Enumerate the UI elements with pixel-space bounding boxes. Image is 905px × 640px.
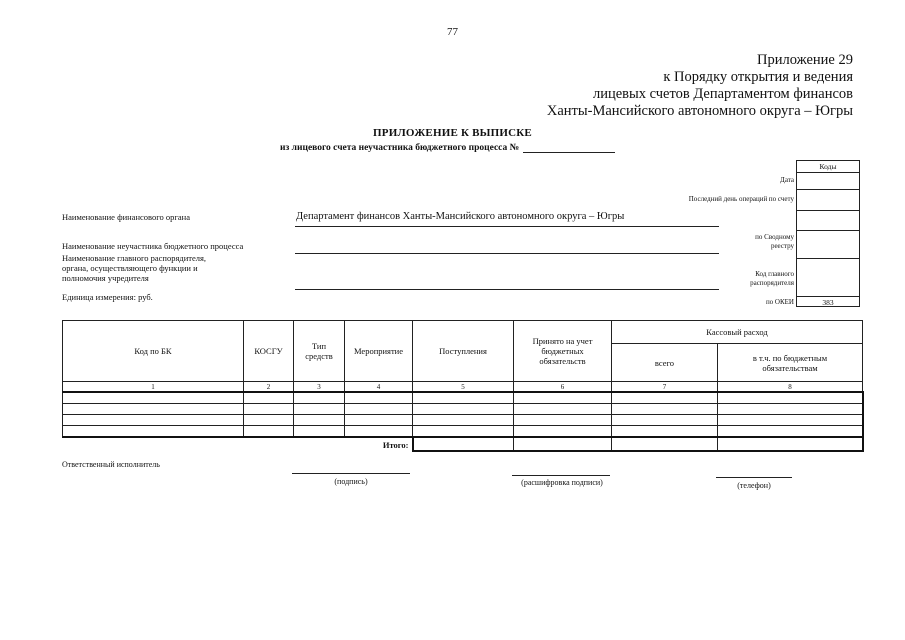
header-cash: Кассовый расход: [612, 321, 863, 344]
appendix-line-4: Ханты-Мансийского автономного округа – Югры: [546, 103, 853, 119]
header-kosgu: КОСГУ: [244, 321, 294, 382]
table-cell[interactable]: [294, 404, 345, 415]
table-cell[interactable]: [718, 426, 863, 438]
col-number: 4: [345, 382, 413, 393]
table-cell[interactable]: [718, 404, 863, 415]
account-number-field[interactable]: [523, 142, 615, 153]
table-cell[interactable]: [413, 392, 514, 404]
registry-label-line-2: реестру: [770, 242, 794, 250]
header-incl: [718, 344, 863, 382]
col-number: 8: [718, 382, 863, 393]
total-label: Итого:: [63, 437, 413, 451]
header-event: Мероприятие: [345, 321, 413, 382]
header-funds-type-line-2: средств: [305, 351, 333, 361]
col-number: 6: [514, 382, 612, 393]
appendix-line-2: к Порядку открытия и ведения: [663, 69, 853, 85]
table-row: [63, 426, 863, 438]
table-cell[interactable]: [514, 415, 612, 426]
col-number: 7: [612, 382, 718, 393]
fin-org-value: Департамент финансов Ханты-Мансийского автономного округа – Югры: [296, 211, 625, 222]
signature-line[interactable]: [292, 473, 410, 474]
codes-divider: [797, 296, 859, 297]
participant-label: Наименование неучастника бюджетного процесса: [62, 241, 244, 251]
codes-box: [796, 160, 860, 307]
col-number: 2: [244, 382, 294, 393]
header-accepted-line-2: бюджетных: [541, 346, 584, 356]
codes-divider: [797, 189, 859, 190]
head-label: [62, 253, 206, 283]
registry-label: [755, 233, 794, 251]
total-cell[interactable]: [612, 437, 718, 451]
head-label-line-3: полномочия учредителя: [62, 273, 149, 283]
table-row: [63, 392, 863, 404]
table-cell[interactable]: [244, 392, 294, 404]
table-cell[interactable]: [63, 404, 244, 415]
table-row: [63, 415, 863, 426]
executor-label: Ответственный исполнитель: [62, 460, 160, 469]
page-number: 77: [447, 26, 458, 38]
last-day-label: Последний день операций по счету: [688, 195, 794, 203]
table-cell[interactable]: [514, 426, 612, 438]
col-number: 3: [294, 382, 345, 393]
table-cell[interactable]: [345, 404, 413, 415]
header-bk: Код по БК: [63, 321, 244, 382]
table-cell[interactable]: [244, 415, 294, 426]
table-cell[interactable]: [345, 415, 413, 426]
fin-org-label: Наименование финансового органа: [62, 212, 190, 222]
codes-divider: [797, 230, 859, 231]
codes-divider: [797, 258, 859, 259]
col-number: 5: [413, 382, 514, 393]
subtitle-text: из лицевого счета неучастника бюджетного процесса №: [280, 143, 520, 153]
table-cell[interactable]: [612, 392, 718, 404]
head-code-label: [750, 270, 794, 288]
signature-caption: (подпись): [334, 477, 368, 486]
total-cell[interactable]: [718, 437, 863, 451]
okei-value: 383: [822, 298, 834, 307]
table-cell[interactable]: [244, 404, 294, 415]
phone-line[interactable]: [716, 477, 792, 478]
head-code-label-line-2: распорядителя: [750, 279, 794, 287]
header-accepted: [514, 321, 612, 382]
total-cell[interactable]: [514, 437, 612, 451]
table-cell[interactable]: [514, 392, 612, 404]
table-cell[interactable]: [413, 404, 514, 415]
appendix-line-3: лицевых счетов Департаментом финансов: [592, 86, 853, 102]
head-label-line-1: Наименование главного распорядителя,: [62, 253, 207, 263]
appendix-block: [547, 52, 853, 120]
header-incl-line-2: обязательствам: [762, 362, 818, 373]
table-cell[interactable]: [63, 415, 244, 426]
codes-divider: [797, 210, 859, 211]
table-cell[interactable]: [413, 426, 514, 438]
table-cell[interactable]: [612, 415, 718, 426]
document-title: ПРИЛОЖЕНИЕ К ВЫПИСКЕ: [373, 127, 532, 139]
decoding-caption: (расшифровка подписи): [521, 478, 603, 487]
table-cell[interactable]: [612, 404, 718, 415]
header-funds-type: [294, 321, 345, 382]
table-cell[interactable]: [345, 426, 413, 438]
codes-header: Коды: [819, 162, 837, 171]
okei-label: по ОКЕИ: [765, 298, 794, 306]
statement-table: [62, 320, 864, 452]
header-income: Поступления: [413, 321, 514, 382]
table-cell[interactable]: [718, 415, 863, 426]
table-cell[interactable]: [294, 392, 345, 404]
table-cell[interactable]: [294, 426, 345, 438]
header-accepted-line-3: обязательств: [539, 356, 586, 366]
registry-label-line-1: по Сводному: [755, 233, 794, 241]
table-cell[interactable]: [514, 404, 612, 415]
document-subtitle: [280, 142, 615, 153]
table-cell[interactable]: [612, 426, 718, 438]
head-field[interactable]: [295, 289, 719, 290]
header-accepted-line-1: Принято на учет: [532, 336, 593, 346]
phone-caption: (телефон): [737, 481, 771, 490]
header-incl-line-1: в т.ч. по бюджетным: [752, 352, 828, 363]
table-cell[interactable]: [63, 392, 244, 404]
table-cell[interactable]: [294, 415, 345, 426]
codes-divider: [797, 172, 859, 173]
table-cell[interactable]: [244, 426, 294, 438]
header-funds-type-line-1: Тип: [311, 341, 327, 351]
head-label-line-2: органа, осуществляющего функции и: [62, 263, 198, 273]
fin-org-underline: [295, 226, 719, 227]
header-total: всего: [612, 344, 718, 382]
col-number: 1: [63, 382, 244, 393]
table-cell[interactable]: [413, 415, 514, 426]
unit-label: Единица измерения: руб.: [62, 292, 153, 302]
participant-field[interactable]: [295, 253, 719, 254]
date-label: Дата: [780, 176, 794, 184]
table-cell[interactable]: [63, 426, 244, 438]
total-row: [63, 437, 863, 451]
appendix-line-1: Приложение 29: [757, 52, 853, 68]
head-code-label-line-1: Код главного: [755, 270, 794, 278]
total-cell[interactable]: [413, 437, 514, 451]
table-cell[interactable]: [345, 392, 413, 404]
table-row: [63, 404, 863, 415]
table-cell[interactable]: [718, 392, 863, 404]
decoding-line[interactable]: [512, 475, 610, 476]
